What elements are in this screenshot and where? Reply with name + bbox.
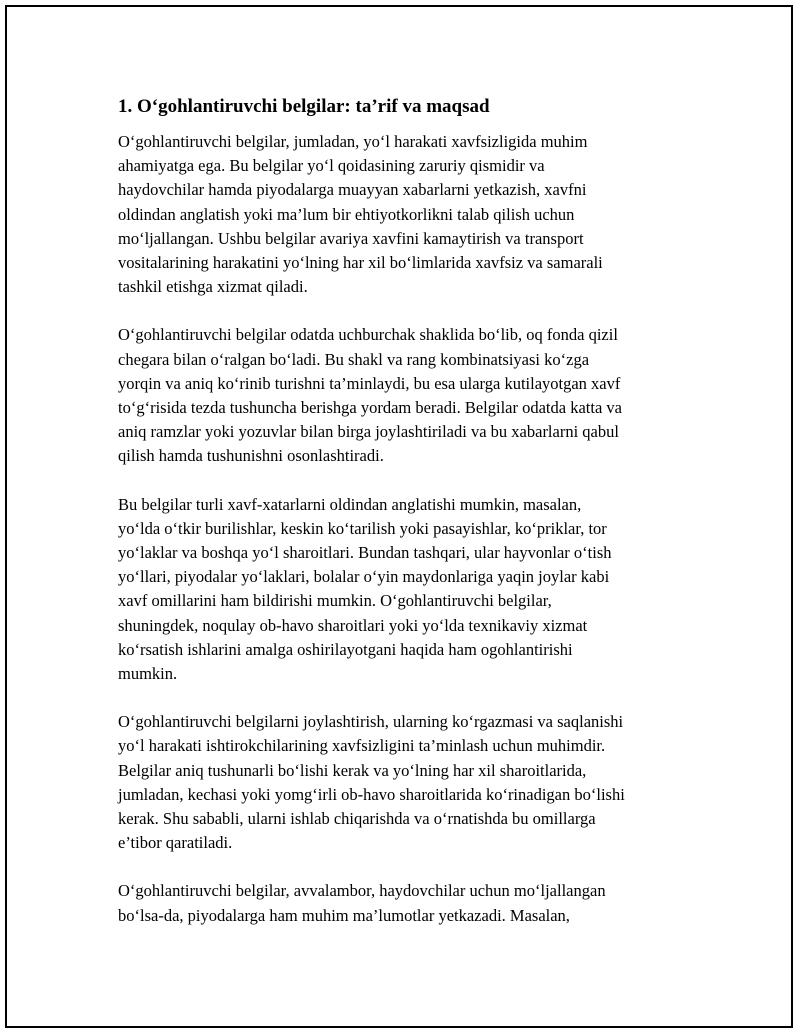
text-line: tashkil etishga xizmat qiladi. bbox=[118, 277, 308, 297]
text-line: jumladan, kechasi yoki yomg‘irli ob-havo sharoitlarida ko‘rinadigan bo‘lishi bbox=[118, 784, 625, 804]
text-line: to‘g‘risida tezda tushuncha berishga yordam beradi. Belgilar odatda katta va bbox=[118, 398, 622, 418]
text-line: Belgilar aniq tushunarli bo‘lishi kerak va yo‘lning har xil sharoitlarida, bbox=[118, 760, 587, 780]
paragraph-5 bbox=[118, 879, 698, 927]
text-line: haydovchilar hamda piyodalarga muayyan xabarlarni yetkazish, xavfni bbox=[118, 180, 587, 200]
text-line: O‘gohlantiruvchi belgilar, jumladan, yo‘l harakati xavfsizligida muhim bbox=[118, 132, 588, 151]
document-body bbox=[118, 95, 698, 952]
text-line: xavf omillarini ham bildirishi mumkin. O‘gohlantiruvchi belgilar, bbox=[118, 591, 552, 611]
paragraph-2 bbox=[118, 323, 698, 468]
page-frame bbox=[5, 5, 793, 1028]
text-line: chegara bilan o‘ralgan bo‘ladi. Bu shakl va rang kombinatsiyasi ko‘zga bbox=[118, 349, 590, 369]
text-line: yorqin va aniq ko‘rinib turishni ta’minlaydi, bu esa ularga kutilayotgan xavf bbox=[118, 373, 621, 393]
text-line: Bu belgilar turli xavf-xatarlarni oldindan anglatishi mumkin, masalan, bbox=[118, 494, 582, 514]
text-line: yo‘lda o‘tkir burilishlar, keskin ko‘tarilish yoki pasayishlar, ko‘priklar, tor bbox=[118, 518, 607, 538]
text-line: yo‘l harakati ishtirokchilarining xavfsizligini ta’minlash uchun muhimdir. bbox=[118, 736, 606, 756]
paragraph-3 bbox=[118, 493, 698, 687]
text-line: kerak. Shu sababli, ularni ishlab chiqarishda va o‘rnatishda bu omillarga bbox=[118, 809, 596, 829]
section-heading: 1. O‘gohlantiruvchi belgilar: ta’rif va maqsad bbox=[118, 96, 490, 117]
text-line: mo‘ljallangan. Ushbu belgilar avariya xavfini kamaytirish va transport bbox=[118, 228, 584, 248]
text-line: O‘gohlantiruvchi belgilar odatda uchburchak shaklida bo‘lib, oq fonda qizil bbox=[118, 325, 618, 345]
text-line: ahamiyatga ega. Bu belgilar yo‘l qoidasining zaruriy qismidir va bbox=[118, 156, 545, 176]
text-line: yo‘laklar va boshqa yo‘l sharoitlari. Bundan tashqari, ular hayvonlar o‘tish bbox=[118, 543, 612, 563]
paragraph-4 bbox=[118, 710, 698, 855]
text-line: ko‘rsatish ishlarini amalga oshirilayotgani haqida ham ogohlantirishi bbox=[118, 639, 573, 659]
text-line: O‘gohlantiruvchi belgilar, avvalambor, haydovchilar uchun mo‘ljallangan bbox=[118, 881, 606, 901]
text-line: qilish hamda tushunishni osonlashtiradi. bbox=[118, 446, 384, 466]
text-line: mumkin. bbox=[118, 664, 178, 684]
text-line: e’tibor qaratiladi. bbox=[118, 833, 233, 853]
paragraph-1 bbox=[118, 130, 698, 299]
text-line: bo‘lsa-da, piyodalarga ham muhim ma’lumotlar yetkazadi. Masalan, bbox=[118, 905, 570, 925]
text-line: oldindan anglatish yoki ma’lum bir ehtiyotkorlikni talab qilish uchun bbox=[118, 204, 575, 224]
text-line: O‘gohlantiruvchi belgilarni joylashtirish, ularning ko‘rgazmasi va saqlanishi bbox=[118, 712, 624, 732]
text-line: shuningdek, noqulay ob-havo sharoitlari yoki yo‘lda texnikaviy xizmat bbox=[118, 615, 588, 635]
text-line: yo‘llari, piyodalar yo‘laklari, bolalar o‘yin maydonlariga yaqin joylar kabi bbox=[118, 567, 610, 587]
text-line: vositalarining harakatini yo‘lning har xil bo‘limlarida xavfsiz va samarali bbox=[118, 253, 603, 273]
text-line: aniq ramzlar yoki yozuvlar bilan birga joylashtiriladi va bu xabarlarni qabul bbox=[118, 422, 619, 442]
